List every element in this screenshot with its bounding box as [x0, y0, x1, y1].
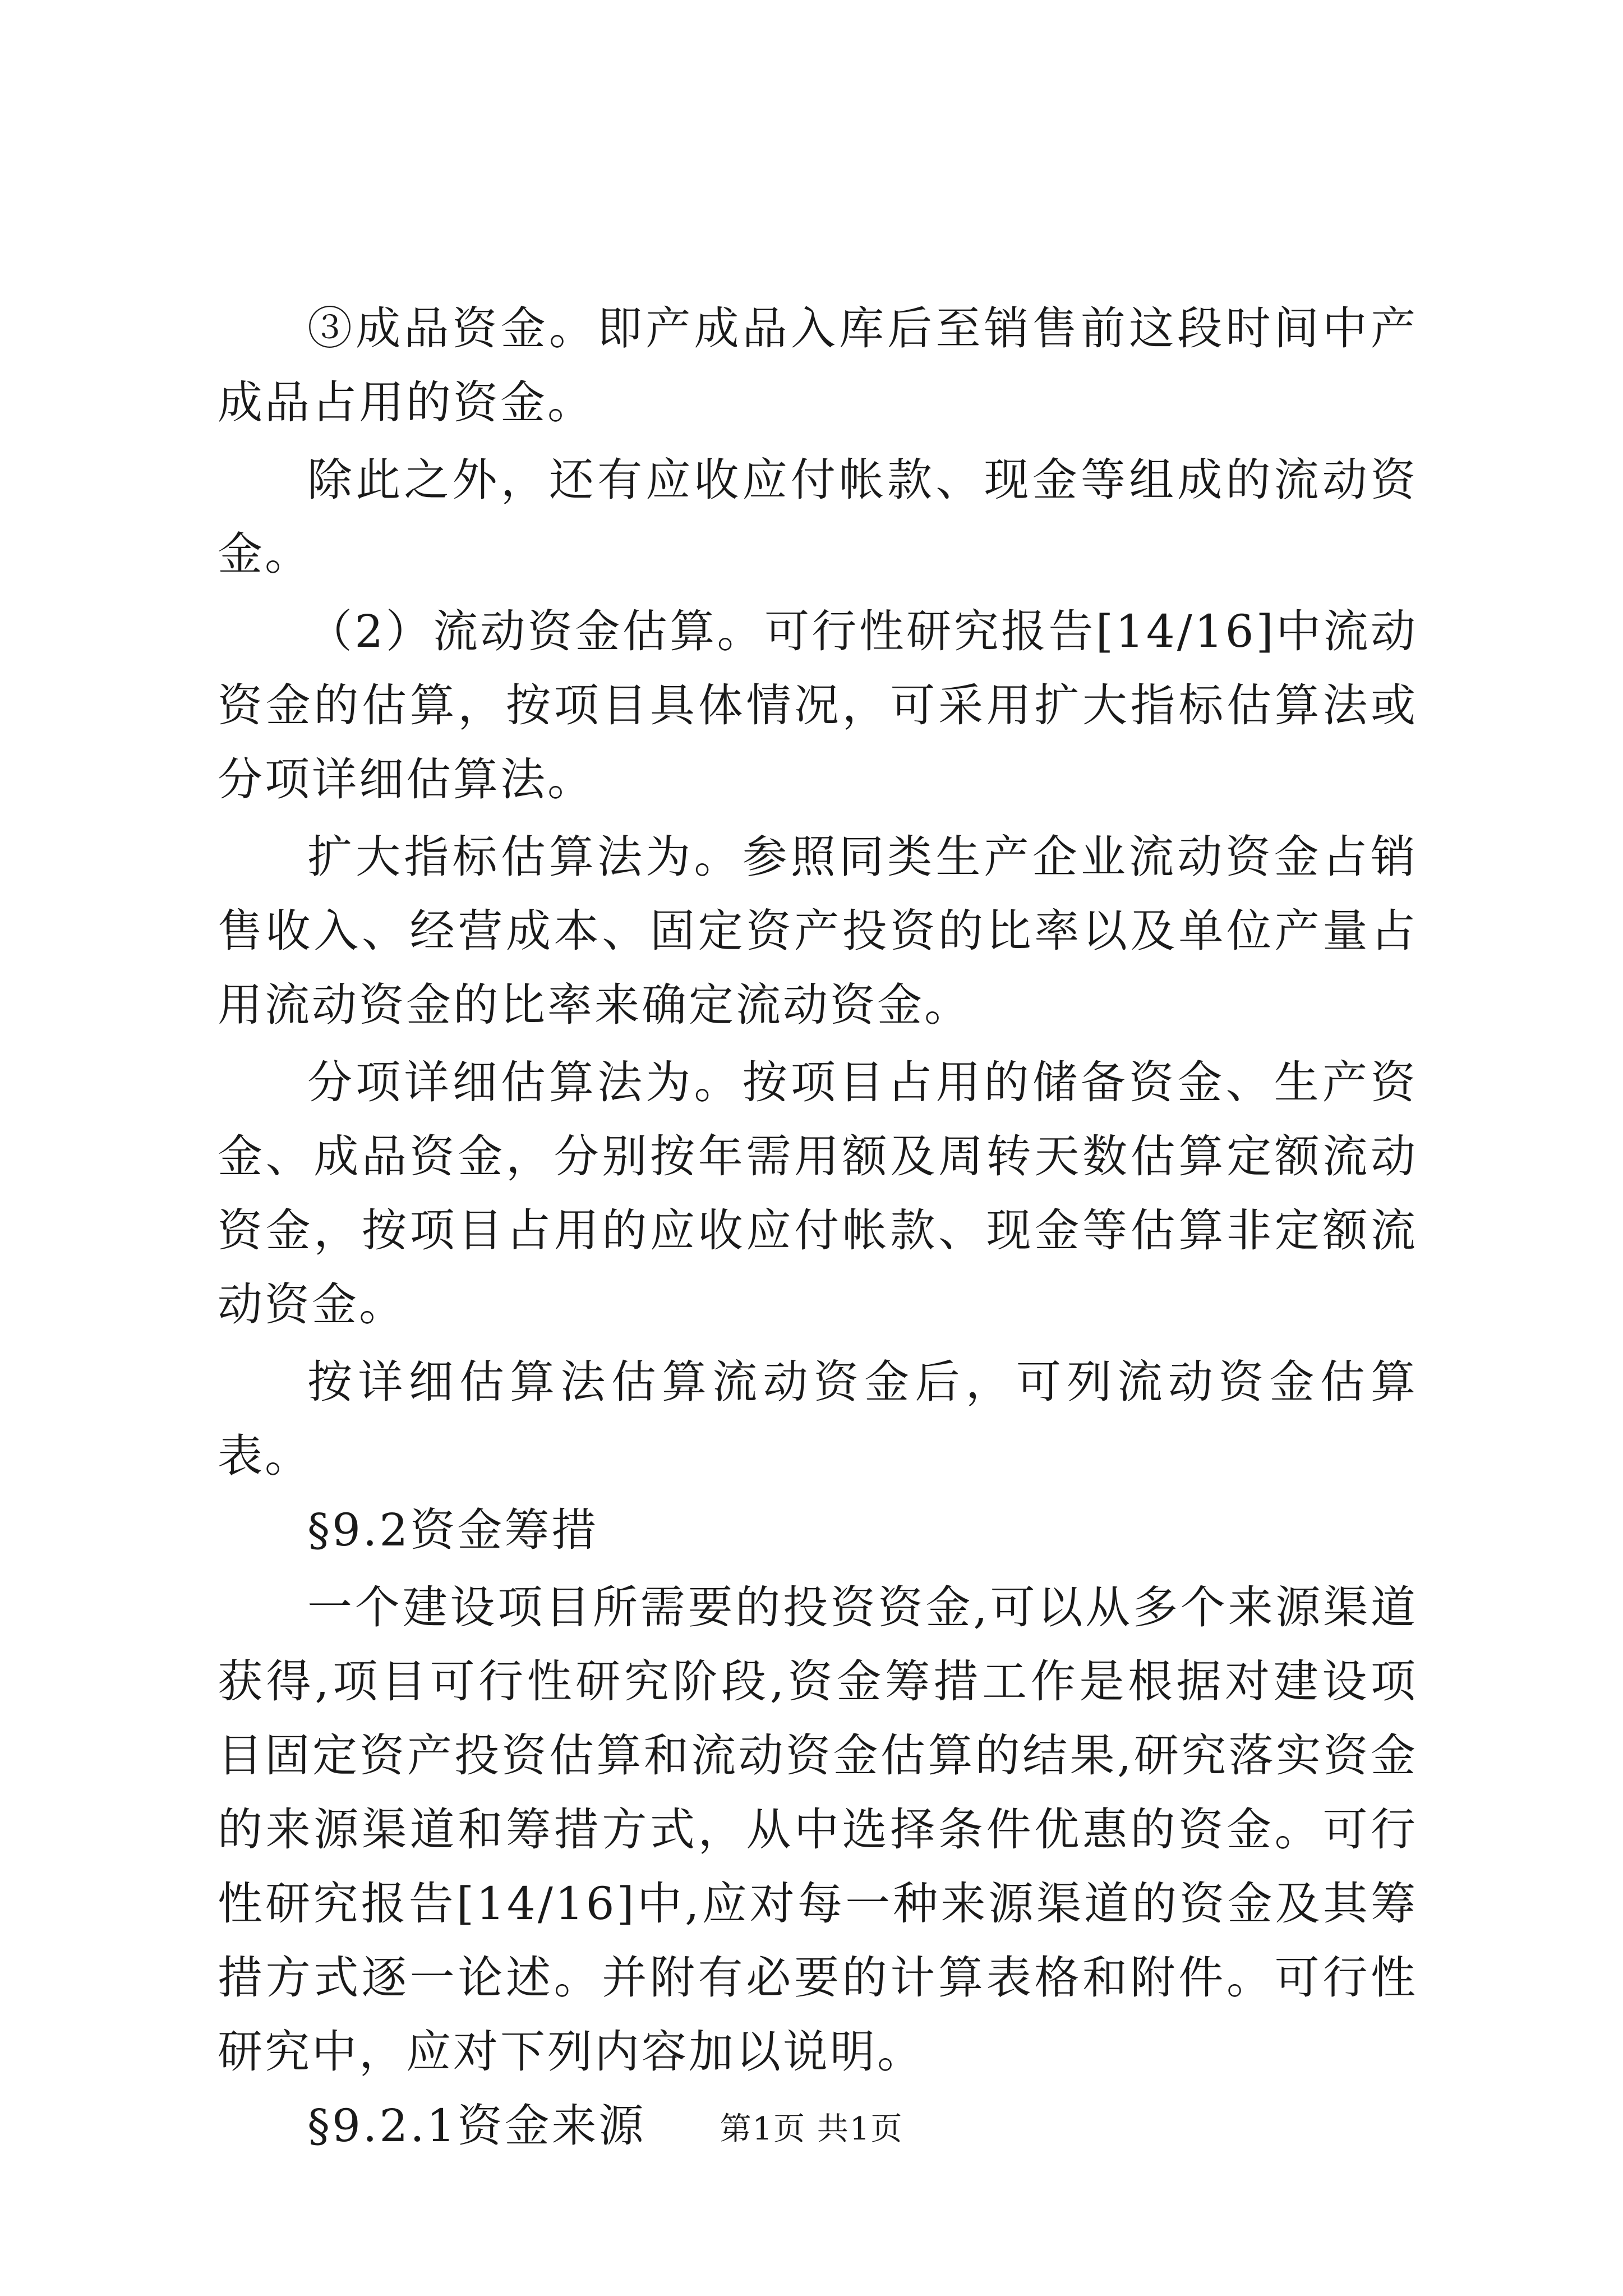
section-heading-fund-raising: §9.2资金筹措	[307, 1504, 599, 1556]
section-heading-fund-sources: §9.2.1资金来源	[307, 2100, 646, 2152]
paragraph-working-capital-estimation: （2）流动资金估算。可行性研究报告[14/16]中流动资金的估算，按项目具体情况，可采用扩大指标估算法或分项详细估算法。	[218, 605, 1418, 806]
paragraph-finished-goods-funds: ③成品资金。即产成品入库后至销售前这段时间中产成品占用的资金。	[218, 302, 1418, 429]
paragraph-estimation-table: 按详细估算法估算流动资金后，可列流动资金估算表。	[218, 1356, 1418, 1482]
paragraph-other-working-capital: 除此之外，还有应收应付帐款、现金等组成的流动资金。	[218, 454, 1418, 580]
page-footer: 第1页 共1页	[720, 2111, 903, 2147]
paragraph-itemized-method: 分项详细估算法为。按项目占用的储备资金、生产资金、成品资金，分别按年需用额及周转天数估算定额流动资金，按项目占用的应收应付帐款、现金等估算非定额流动资金。	[218, 1056, 1418, 1331]
paragraph-expanded-indicator-method: 扩大指标估算法为。参照同类生产企业流动资金占销售收入、经营成本、固定资产投资的比率以及单位产量占用流动资金的比率来确定流动资金。	[218, 831, 1418, 1031]
paragraph-fund-raising: 一个建设项目所需要的投资资金,可以从多个来源渠道获得,项目可行性研究阶段,资金筹措工作是根据对建设项目固定资产投资估算和流动资金估算的结果,研究落实资金的来源渠道和筹措方式，从中选择条件优惠的资金。可行性研究报告[14/16]中,应对每一种来源渠道的资金及其筹措方式逐一论述。并附有必要的计算表格和附件。可行性研究中，应对下列内容加以说明。	[218, 1581, 1418, 2078]
document-body	[218, 292, 1418, 2163]
